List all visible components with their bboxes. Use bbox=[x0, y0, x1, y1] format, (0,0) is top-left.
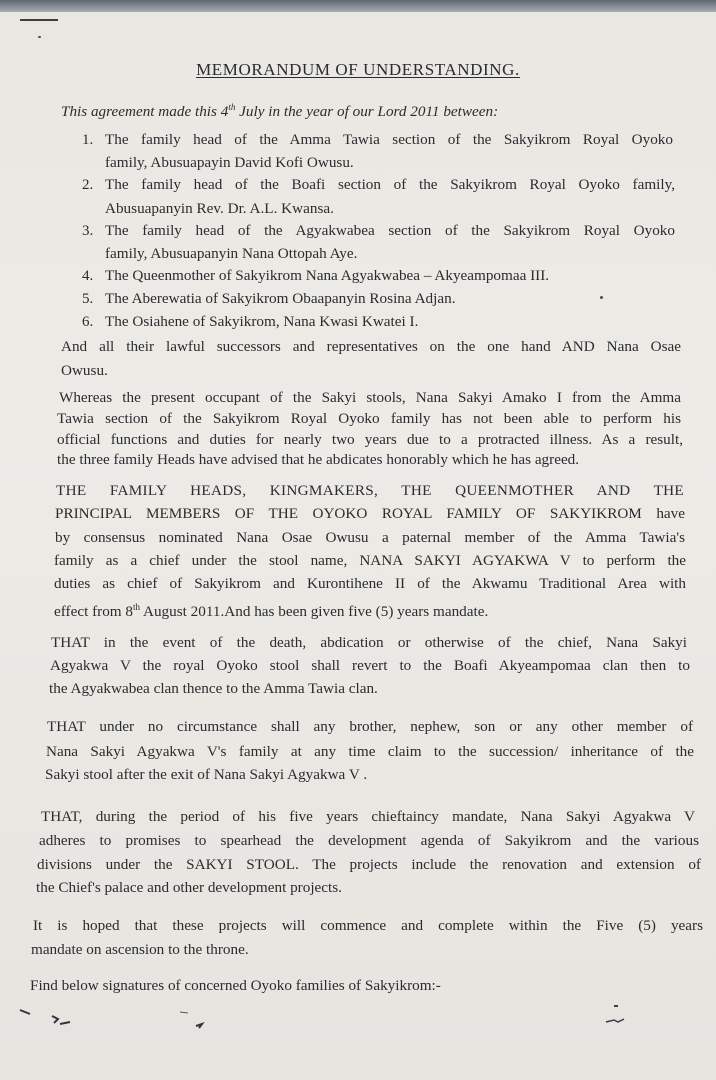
heads-line: THE FAMILY HEADS, KINGMAKERS, THE QUEENMOTHER AND THE bbox=[56, 482, 684, 499]
succession-line: the Agyakwabea clan thence to the Amma Tawia clan. bbox=[49, 680, 378, 697]
hope-line: It is hoped that these projects will commence and complete within the Five (5) years bbox=[33, 917, 703, 934]
succession-line: THAT in the event of the death, abdication or otherwise of the chief, Nana Sakyi bbox=[51, 634, 687, 651]
restriction-line: Nana Sakyi Agyakwa V's family at any time claim to the succession/ inheritance of the bbox=[46, 743, 694, 760]
party-line: The family head of the Agyakwabea section of the Sakyikrom Royal Oyoko bbox=[105, 222, 675, 239]
party-line: The family head of the Boafi section of the Sakyikrom Royal Oyoko family, bbox=[105, 176, 675, 193]
effect-superscript: th bbox=[133, 602, 141, 612]
heads-line: by consensus nominated Nana Osae Owusu a paternal member of the Amma Tawia's bbox=[55, 529, 685, 546]
signatures-line: Find below signatures of concerned Oyoko families of Sakyikrom:- bbox=[30, 977, 441, 994]
corner-mark bbox=[20, 19, 58, 21]
restriction-line: Sakyi stool after the exit of Nana Sakyi Agyakwa V . bbox=[45, 766, 368, 783]
whereas-line: Tawia section of the Sakyikrom Royal Oyoko family has not been able to perform his bbox=[57, 410, 681, 427]
mandate-line: the Chief's palace and other development projects. bbox=[36, 879, 342, 896]
effect-text-b: August 2011.And has been given five (5) years mandate. bbox=[140, 603, 489, 621]
successors-line: Owusu. bbox=[61, 362, 108, 379]
signature-marks bbox=[0, 1000, 716, 1060]
page-top-edge bbox=[0, 0, 716, 12]
whereas-line: the three family Heads have advised that he abdicates honorably which he has agreed. bbox=[57, 451, 580, 468]
succession-line: Agyakwa V the royal Oyoko stool shall revert to the Boafi Akyeampomaa clan then to bbox=[50, 657, 690, 674]
intro-text-a: This agreement made this 4 bbox=[61, 103, 229, 121]
intro-text-b: July in the year of our Lord 2011 between: bbox=[235, 103, 499, 121]
party-line: The Queenmother of Sakyikrom Nana Agyakwabea – Akyeampomaa III. bbox=[105, 267, 550, 284]
whereas-line: official functions and duties for nearly two years due to a protracted illness. As a result, bbox=[57, 431, 683, 448]
mandate-line: THAT, during the period of his five years chieftaincy mandate, Nana Sakyi Agyakwa V bbox=[41, 808, 695, 825]
party-number: 1. bbox=[82, 132, 94, 148]
heads-line: PRINCIPAL MEMBERS OF THE OYOKO ROYAL FAMILY OF SAKYIKROM have bbox=[55, 505, 685, 522]
party-line: Abusuapanyin Rev. Dr. A.L. Kwansa. bbox=[105, 200, 334, 217]
party-number: 2. bbox=[82, 177, 94, 193]
party-line: family, Abusuapayin David Kofi Owusu. bbox=[105, 154, 354, 171]
effect-text-a: effect from 8 bbox=[54, 603, 133, 621]
heads-line: family as a chief under the stool name, NANA SAKYI AGYAKWA V to perform the bbox=[54, 552, 686, 569]
hope-line: mandate on ascension to the throne. bbox=[31, 941, 249, 958]
party-number: 4. bbox=[82, 268, 94, 284]
party-number: 5. bbox=[82, 291, 94, 307]
party-line: family, Abusuapanyin Nana Ottopah Aye. bbox=[105, 245, 358, 262]
party-line: The Osiahene of Sakyikrom, Nana Kwasi Kwatei I. bbox=[105, 313, 419, 330]
party-number: 3. bbox=[82, 223, 94, 239]
whereas-line: Whereas the present occupant of the Sakyi stools, Nana Sakyi Amako I from the Amma bbox=[59, 389, 681, 406]
heads-line: duties as chief of Sakyikrom and Kurontihene II of the Akwamu Traditional Area with bbox=[54, 575, 686, 592]
ink-speck bbox=[38, 36, 41, 38]
page-title: MEMORANDUM OF UNDERSTANDING. bbox=[196, 60, 520, 79]
mandate-line: divisions under the SAKYI STOOL. The projects include the renovation and extension of bbox=[37, 856, 701, 873]
party-number: 6. bbox=[82, 314, 94, 330]
intro-superscript: th bbox=[228, 102, 236, 112]
mandate-line: adheres to promises to spearhead the development agenda of Sakyikrom and the various bbox=[39, 832, 699, 849]
restriction-line: THAT under no circumstance shall any brother, nephew, son or any other member of bbox=[47, 718, 693, 735]
successors-line: And all their lawful successors and representatives on the one hand AND Nana Osae bbox=[61, 338, 681, 355]
ink-speck bbox=[600, 296, 603, 299]
heads-line bbox=[54, 598, 488, 621]
intro-line bbox=[61, 98, 498, 121]
party-line: The Aberewatia of Sakyikrom Obaapanyin Rosina Adjan. bbox=[105, 290, 456, 307]
party-line: The family head of the Amma Tawia section of the Sakyikrom Royal Oyoko bbox=[105, 131, 673, 148]
